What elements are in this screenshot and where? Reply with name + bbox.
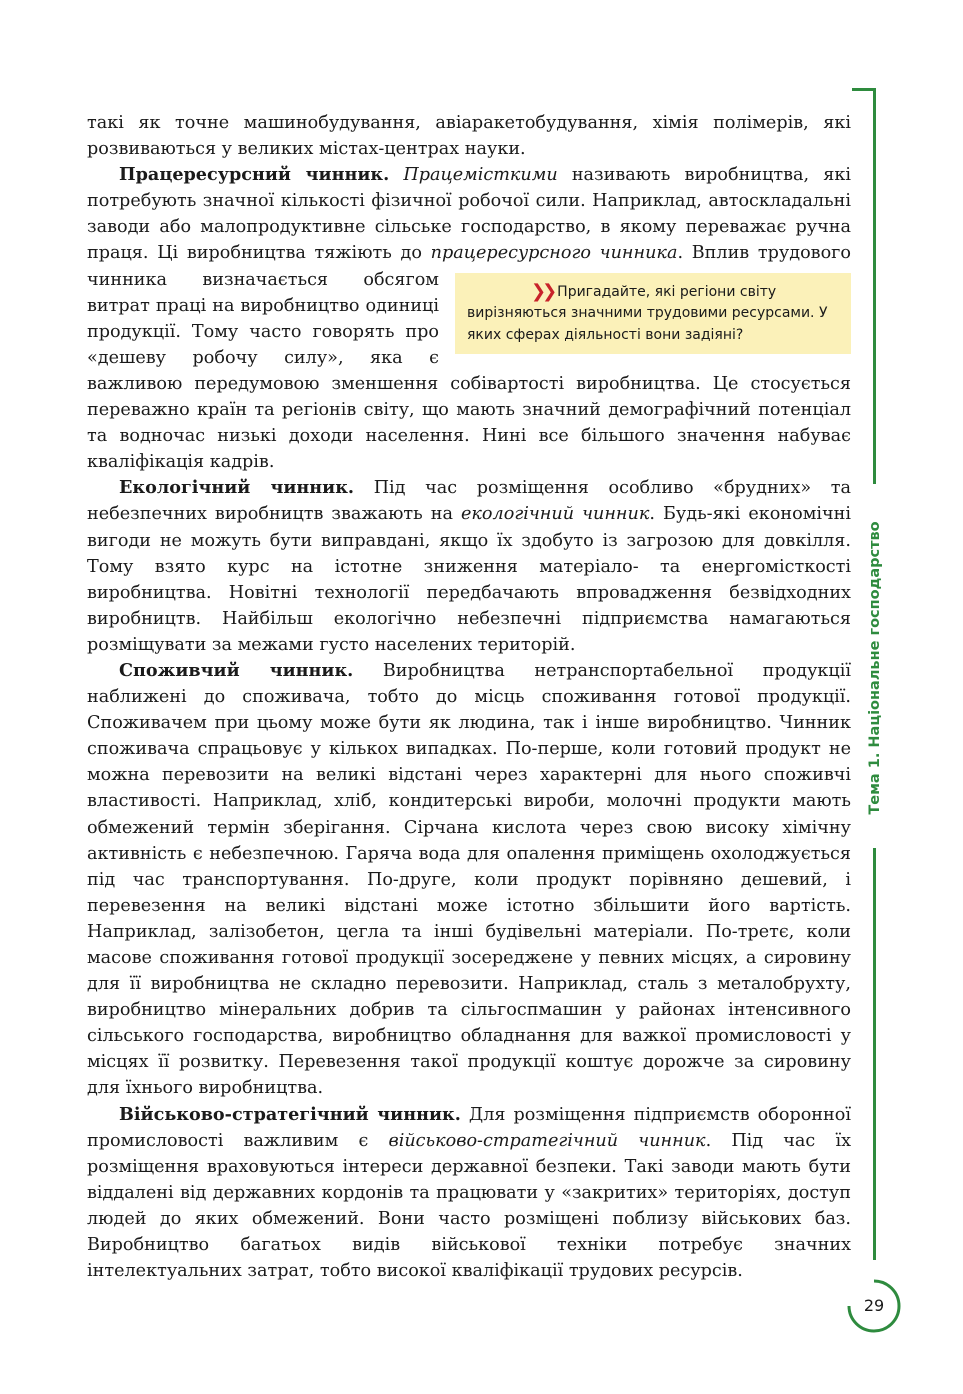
paragraph-consumer [87, 658, 851, 1102]
paragraph-text: Під час розміщення особливо «брудних» та небезпечних виробництв зважають на [87, 478, 851, 525]
callout-box [455, 273, 851, 355]
paragraph-military [87, 1102, 851, 1285]
callout-text: Пригадайте, які регіони світу вирізняються значними трудовими ресурсами. У яких сферах діяльності вони задіяні? [467, 283, 828, 343]
paragraph-text: Виробництва нетранспортабельної продукції наближені до споживача, тобто до місць споживання готової продукції. Споживачем при цьому може бути як людина, так і інше виробництво. Чинник споживача спрацьовує у кількох випадках. По-перше, коли готовий продукт не можна перевозити на великі відстані через характерні для нього споживчі властивості. Наприклад, хліб, кондитерські вироби, молочні продукти мають обмежений термін зберігання. Сірчана кислота через свою високу хімічну активність є небезпечною. Гаряча вода для опалення приміщень охолоджується під час транспортування. По-друге, коли продукт порівняно дешевий, і перевезення на великі відстані може істотно збільшити його вартість. Наприклад, залізобетон, цегла та інші будівельні матеріали. По-третє, коли масове споживання готової продукції зосереджене у певних місцях, а сировину для її виробництва не складно перевозити. Наприклад, сталь з металобрухту, виробництво мінеральних добрив та сільгоспмашин у районах інтенсивного сільського господарства, виробництво обладнання для важкої промисловості у місцях її розвитку. Перевезення такої продукції коштує дорожче за сировину для їхнього виробництва. [87, 660, 851, 1099]
side-label [864, 496, 886, 840]
page-number-badge [846, 1278, 904, 1336]
side-rule-top [873, 88, 876, 484]
paragraph-heading: Працересурсний чинник. [119, 164, 390, 186]
paragraph-ecology [87, 475, 851, 658]
paragraph-labor [87, 162, 851, 475]
paragraph-text: . Вплив трудового чинника визначається обсягом витрат праці на виробництво одиниці продукції. Тому часто говорять про «дешеву робочу силу», яка є важливою передумовою зменшення собівартості виробництва. Це стосується переважно країн та регіонів світу, що мають значний демографічний потенціал та водночас низькі доходи населення. Нині все більшого значення набуває кваліфікація кадрів. [87, 243, 851, 473]
paragraph-text: Для розміщення підприємств оборонної промисловості важливим є [87, 1104, 851, 1151]
side-label-text: Тема 1. Національне господарство [867, 521, 883, 815]
paragraph-text: такі як точне машинобудування, авіаракетобудування, хімія полімерів, які розвиваються у великих містах-центрах науки. [87, 113, 851, 160]
emphasis-term: військово-стратегічний чинник [388, 1130, 706, 1151]
paragraph-heading: Споживчий чинник. [119, 659, 354, 681]
paragraph-intro [87, 110, 851, 162]
emphasis-term: працересурсного чинника [430, 243, 678, 264]
emphasis-term: Працемісткими [403, 165, 558, 186]
double-chevron-right-icon: ❯❯ [531, 280, 554, 302]
page-number: 29 [863, 1296, 885, 1315]
paragraph-text: називають виробництва, які потребують значної кількості фізичної робочої сили. Наприклад, автоскладальні заводи або малопродуктивне сільське господарство, в якому переважає ручна праця. Ці виробництва тяжіють до [87, 165, 851, 264]
side-rule-bottom [873, 848, 876, 1260]
paragraph-heading: Військово-стратегічний чинник. [119, 1103, 461, 1125]
paragraph-heading: Екологічний чинник. [119, 477, 355, 499]
page-body [87, 110, 851, 1284]
paragraph-text: . Будь-які економічні вигоди не можуть бути виправдані, якщо їх здобуто із загрозою для довкілля. Тому взято курс на істотне зниження матеріало- та енергомісткості виробництва. Новітні технології передбачають впровадження безвідходних виробництв. Найбільш екологічно небезпечні підприємства намагаються розміщувати за межами густо населених територій. [87, 504, 851, 655]
paragraph-text: . Під час їх розміщення враховуються інтереси державної безпеки. Такі заводи мають бути віддалені від державних кордонів та працювати у «закритих» територіях, доступ людей до яких обмежений. Вони часто розміщені поблизу військових баз. Виробництво багатьох видів військової техніки потребує значних інтелектуальних затрат, тобто високої кваліфікації трудових ресурсів. [87, 1130, 851, 1282]
emphasis-term: екологічний чинник [461, 504, 650, 525]
